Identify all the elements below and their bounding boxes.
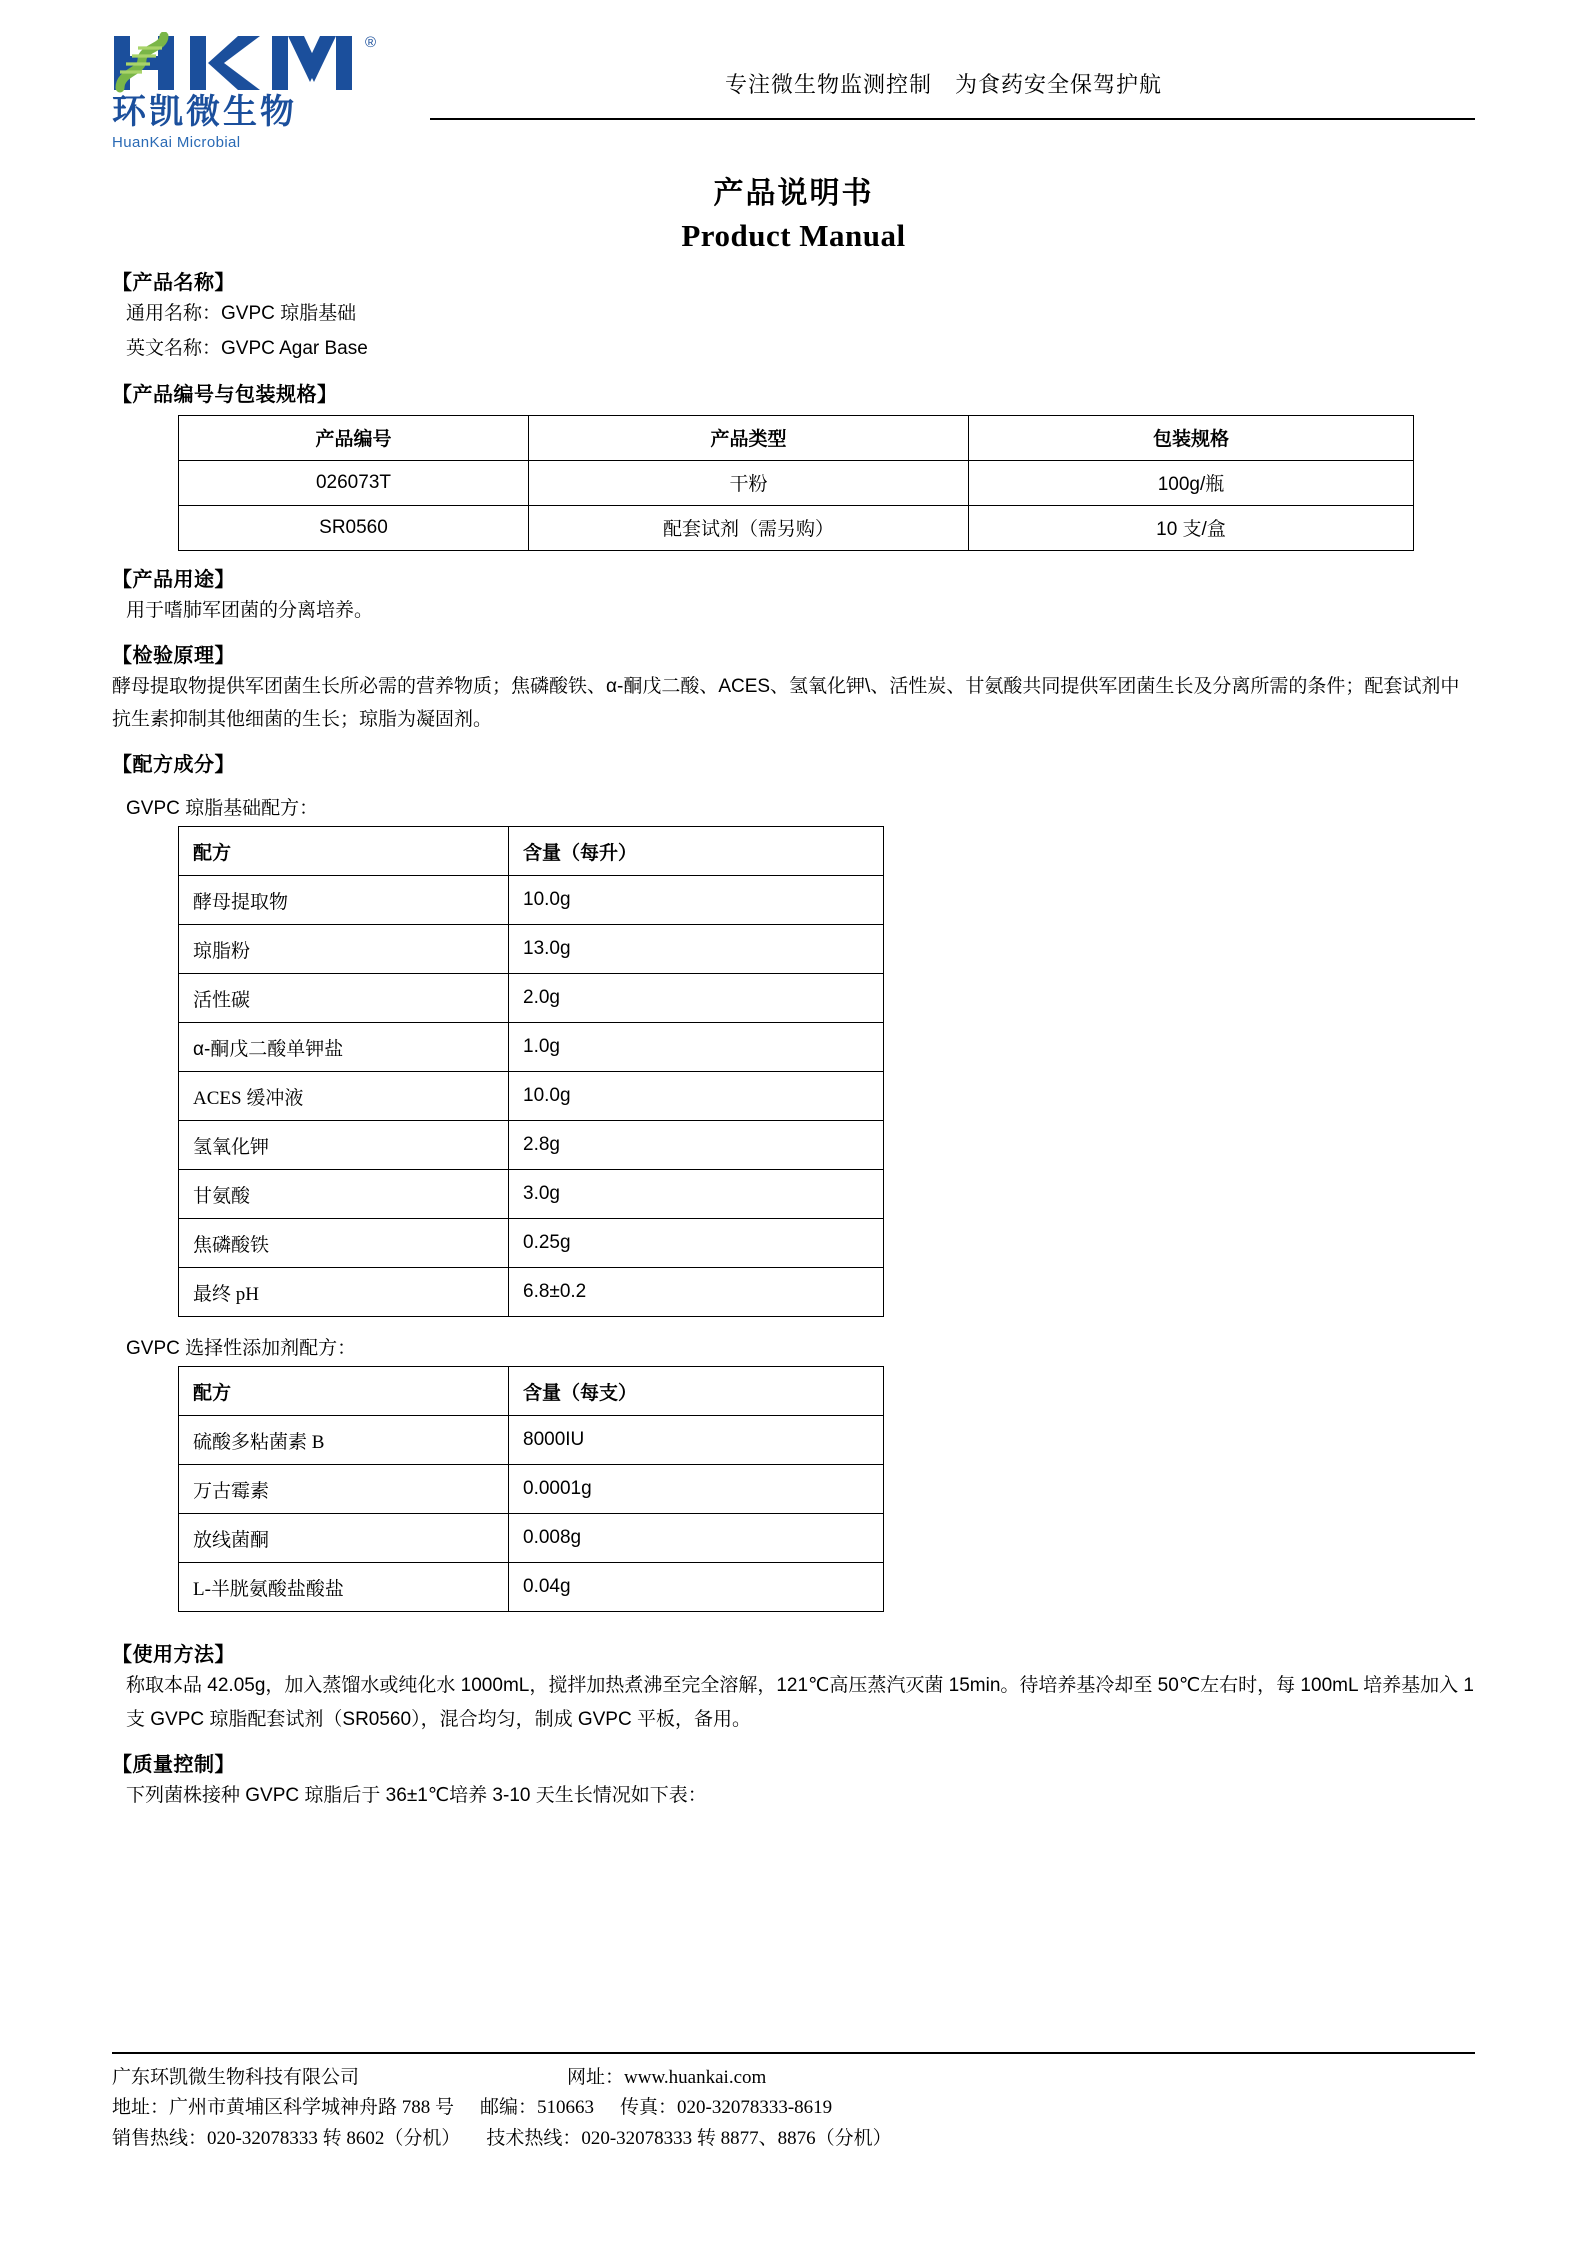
table-row <box>179 1465 884 1514</box>
cell-amount: 0.25g <box>509 1219 884 1268</box>
base-formula-table <box>178 826 884 1317</box>
cell-amount: 10.0g <box>509 876 884 925</box>
cell-ingredient: 焦磷酸铁 <box>179 1219 509 1268</box>
table-row <box>179 925 884 974</box>
table-header-row <box>179 415 1414 460</box>
product-common-name: 通用名称：GVPC 琼脂基础 <box>126 303 357 324</box>
table-row <box>179 1023 884 1072</box>
cell-ingredient: 甘氨酸 <box>179 1170 509 1219</box>
company-tagline: 专注微生物监测控制 为食药安全保驾护航 <box>724 73 1162 98</box>
cell-amount: 0.008g <box>509 1514 884 1563</box>
registered-trademark-symbol: ® <box>364 34 376 51</box>
footer-company-name: 广东环凯微生物科技有限公司 <box>112 2066 360 2088</box>
column-header-ingredient: 配方 <box>179 1367 509 1416</box>
footer-tech-hotline: 技术热线：020-32078333 转 8877、8876（分机） <box>486 2128 892 2150</box>
company-name-cn: 环凯微生物 <box>112 92 297 132</box>
formula-base-label: GVPC 琼脂基础配方： <box>126 798 319 820</box>
footer-line-address <box>112 2093 1475 2124</box>
product-code-table <box>178 415 1414 551</box>
cell-product-code: 026073T <box>179 460 529 505</box>
table-header-row <box>179 827 884 876</box>
column-header-product-type: 产品类型 <box>529 415 969 460</box>
cell-ingredient: 硫酸多粘菌素 B <box>179 1416 509 1465</box>
section-heading-formula: 【配方成分】 <box>112 752 235 777</box>
product-english-name: 英文名称：GVPC Agar Base <box>126 338 368 360</box>
cell-amount: 6.8±0.2 <box>509 1268 884 1317</box>
cell-ingredient: 琼脂粉 <box>179 925 509 974</box>
footer-sales-hotline: 销售热线：020-32078333 转 8602（分机） <box>112 2128 461 2150</box>
section-heading-principle: 【检验原理】 <box>112 642 235 667</box>
page-header <box>112 26 1475 151</box>
section-heading-method: 【使用方法】 <box>112 1642 235 1667</box>
cell-ingredient: 放线菌酮 <box>179 1514 509 1563</box>
principle-text: 酵母提取物提供军团菌生长所必需的营养物质；焦磷酸铁、α-酮戊二酸、ACES、氢氧化钾\、活性炭、甘氨酸共同提供军团菌生长及分离所需的条件；配套试剂中抗生素抑制其他细菌的生长；琼脂为凝固剂。 <box>112 675 1460 730</box>
cell-amount: 2.0g <box>509 974 884 1023</box>
usage-purpose-text: 用于嗜肺军团菌的分离培养。 <box>126 599 374 621</box>
table-row <box>179 1416 884 1465</box>
page-footer <box>112 2052 1475 2155</box>
cell-amount: 13.0g <box>509 925 884 974</box>
footer-address: 地址：广州市黄埔区科学城神舟路 788 号 <box>112 2097 455 2119</box>
method-text: 称取本品 42.05g，加入蒸馏水或纯化水 1000mL，搅拌加热煮沸至完全溶解，121℃高压蒸汽灭菌 15min。待培养基冷却至 50℃左右时，每 100mL 培养基加入 1 支 GVPC 琼脂配套试剂（SR0560），混合均匀，制成 GVPC 平板，备用。 <box>126 1675 1474 1730</box>
company-name-en: HuanKai Microbial <box>112 133 241 151</box>
cell-ingredient: ACES 缓冲液 <box>179 1072 509 1121</box>
table-row <box>179 505 1414 550</box>
formula-supplement-label: GVPC 选择性添加剂配方： <box>126 1338 357 1360</box>
cell-amount: 0.0001g <box>509 1465 884 1514</box>
cell-ingredient: 万古霉素 <box>179 1465 509 1514</box>
table-row <box>179 1514 884 1563</box>
table-row <box>179 460 1414 505</box>
header-divider <box>430 118 1475 120</box>
table-row <box>179 1121 884 1170</box>
company-logo <box>112 26 412 151</box>
table-row <box>179 1219 884 1268</box>
cell-amount: 3.0g <box>509 1170 884 1219</box>
column-header-amount-per-liter: 含量（每升） <box>509 827 884 876</box>
footer-fax: 传真：020-32078333-8619 <box>620 2097 833 2119</box>
table-row <box>179 1563 884 1612</box>
cell-ingredient: 最终 pH <box>179 1268 509 1317</box>
section-heading-usage-purpose: 【产品用途】 <box>112 566 235 591</box>
cell-package-spec: 100g/瓶 <box>969 460 1414 505</box>
footer-website[interactable]: 网址：www.huankai.com <box>567 2066 767 2088</box>
table-row <box>179 876 884 925</box>
column-header-ingredient: 配方 <box>179 827 509 876</box>
supplement-formula-table <box>178 1366 884 1612</box>
table-row <box>179 1072 884 1121</box>
section-heading-quality-control: 【质量控制】 <box>112 1751 235 1776</box>
quality-control-text: 下列菌株接种 GVPC 琼脂后于 36±1℃培养 3-10 天生长情况如下表： <box>126 1784 707 1806</box>
page-title-cn: 产品说明书 <box>713 176 874 211</box>
cell-ingredient: 活性碳 <box>179 974 509 1023</box>
column-header-amount-per-vial: 含量（每支） <box>509 1367 884 1416</box>
footer-postcode: 邮编：510663 <box>480 2097 595 2119</box>
footer-line-hotlines <box>112 2124 1475 2155</box>
cell-amount: 8000IU <box>509 1416 884 1465</box>
header-right <box>412 26 1475 146</box>
cell-amount: 2.8g <box>509 1121 884 1170</box>
cell-ingredient: L-半胱氨酸盐酸盐 <box>179 1563 509 1612</box>
cell-ingredient: 氢氧化钾 <box>179 1121 509 1170</box>
page-title-en: Product Manual <box>681 218 906 253</box>
section-heading-product-name: 【产品名称】 <box>112 270 235 294</box>
cell-package-spec: 10 支/盒 <box>969 505 1414 550</box>
hkm-logo-icon <box>112 32 382 94</box>
cell-ingredient: α-酮戊二酸单钾盐 <box>179 1023 509 1072</box>
cell-product-code: SR0560 <box>179 505 529 550</box>
table-row <box>179 974 884 1023</box>
footer-line-company <box>112 2063 1475 2094</box>
table-header-row <box>179 1367 884 1416</box>
section-heading-product-code: 【产品编号与包装规格】 <box>112 381 338 406</box>
cell-amount: 1.0g <box>509 1023 884 1072</box>
column-header-package-spec: 包装规格 <box>969 415 1414 460</box>
footer-divider <box>112 2052 1475 2054</box>
cell-product-type: 干粉 <box>529 460 969 505</box>
cell-ingredient: 酵母提取物 <box>179 876 509 925</box>
cell-amount: 0.04g <box>509 1563 884 1612</box>
table-row <box>179 1170 884 1219</box>
cell-product-type: 配套试剂（需另购） <box>529 505 969 550</box>
column-header-product-code: 产品编号 <box>179 415 529 460</box>
cell-amount: 10.0g <box>509 1072 884 1121</box>
table-row <box>179 1268 884 1317</box>
